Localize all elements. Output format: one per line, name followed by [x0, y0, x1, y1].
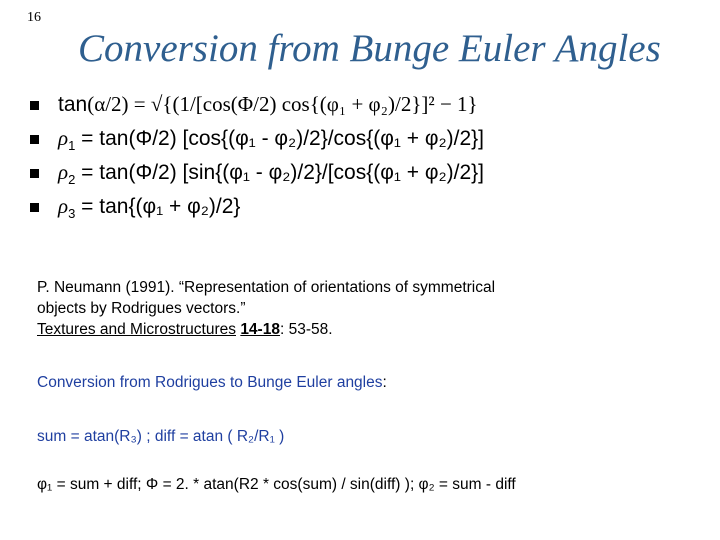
square-bullet-icon: [30, 135, 39, 144]
bullet-text: $\rho_3 = \tan\{(\varphi_1 + \varphi_2)/2\}$: [58, 194, 241, 222]
sum-diff-formula: sum = atan(R₃) ; diff = atan ( R₂/R₁ ): [37, 428, 285, 445]
journal-volume: 14-18: [240, 321, 280, 338]
conversion-heading: Conversion from Rodrigues to Bunge Euler angles:: [37, 374, 387, 391]
journal-name: Textures and Microstructures: [37, 321, 236, 338]
euler-angle-formula: φ₁ = sum + diff; Φ = 2. * atan(R2 * cos(sum) / sin(diff) ); φ₂ = sum - diff: [37, 476, 516, 493]
citation-line-3: [37, 319, 495, 340]
journal-pages: : 53-58.: [279, 321, 333, 338]
bullet-text: $\rho_2 = \tan(\Phi/2)$ [sin{(φ₁ - φ₂)/2}/[cos{(φ₁ + φ₂)/2}]: [58, 160, 484, 188]
bullet-text: tan(α/2) = √{(1/[cos(Φ/2) cos{(φ₁ + φ₂)/2}]² − 1}: [58, 92, 478, 116]
square-bullet-icon: [30, 203, 39, 212]
citation-line-1: P. Neumann (1991). “Representation of orientations of symmetrical: [37, 279, 496, 296]
citation-line-2: objects by Rodrigues vectors.”: [37, 300, 246, 317]
slide-title: Conversion from Bunge Euler Angles: [78, 27, 661, 70]
square-bullet-icon: [30, 101, 39, 110]
square-bullet-icon: [30, 169, 39, 178]
slide-number: 16: [27, 10, 41, 25]
bullet-text: $\rho_1 = \tan(\Phi/2)$ [cos{(φ₁ - φ₂)/2}/cos{(φ₁ + φ₂)/2}]: [58, 126, 484, 154]
citation: [37, 277, 495, 340]
